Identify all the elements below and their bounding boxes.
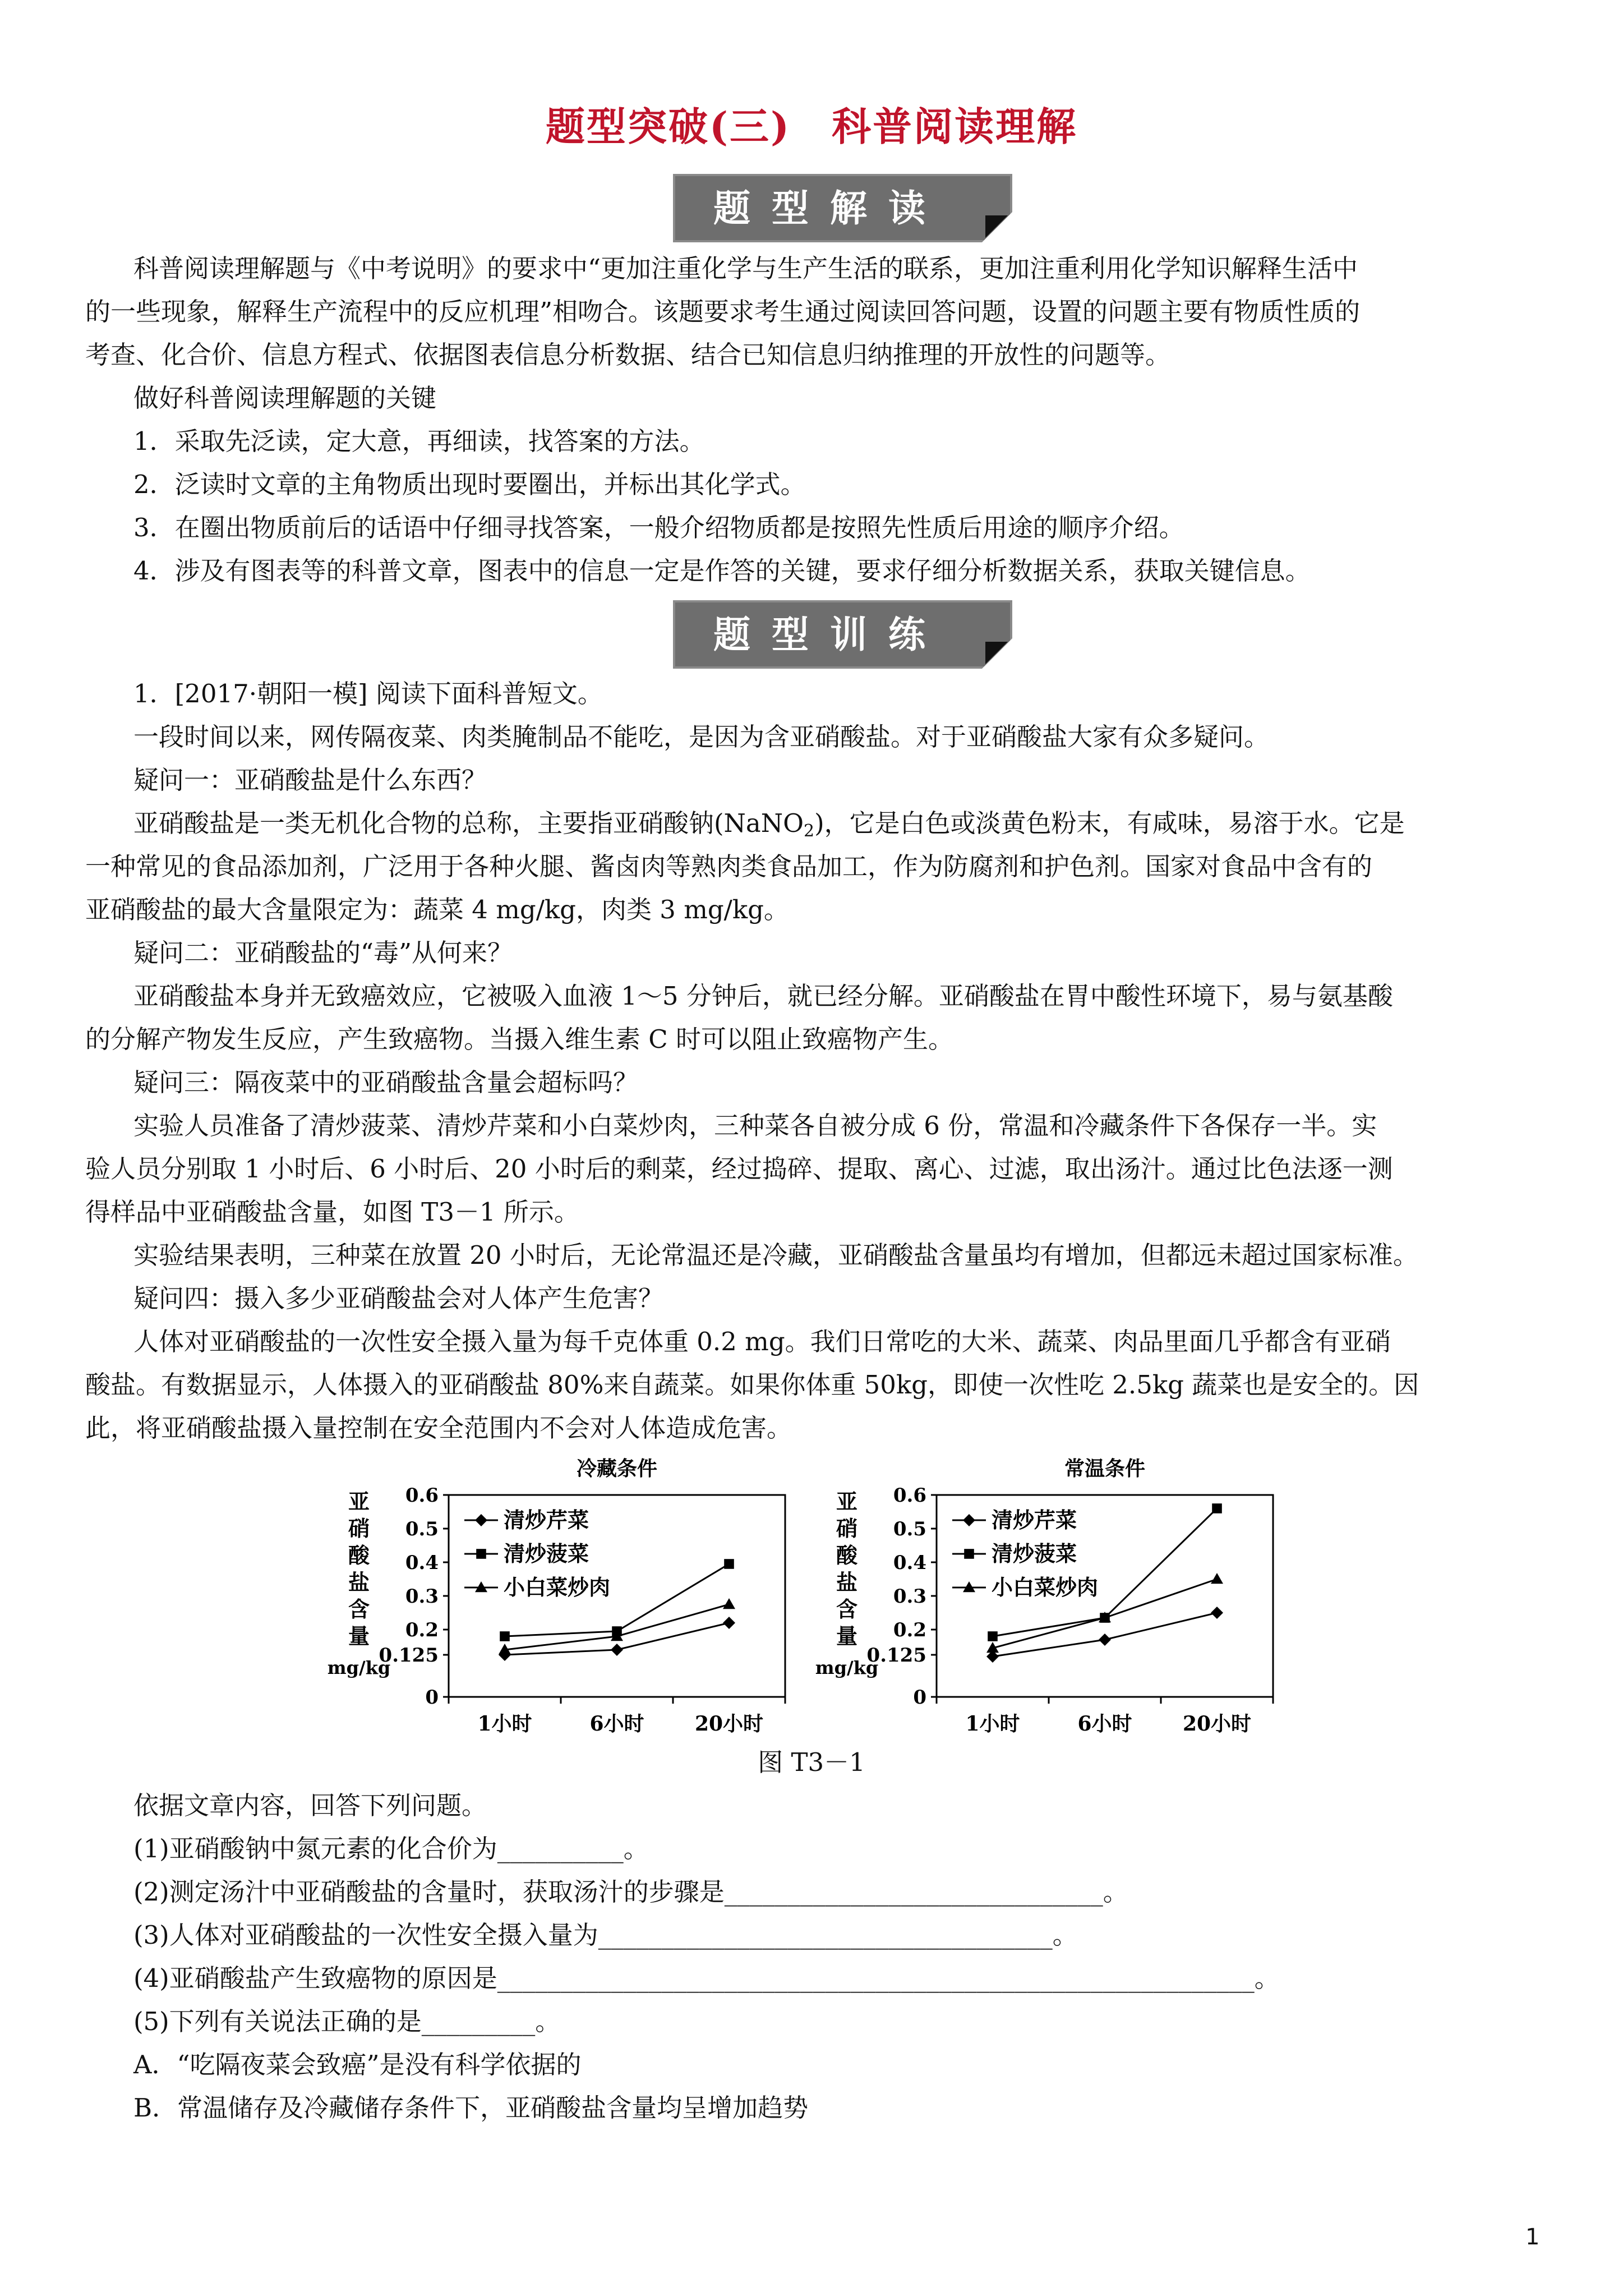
chart-svg <box>815 1447 1329 1739</box>
option-item: B．常温储存及冷藏储存条件下，亚硝酸盐含量均呈增加趋势 <box>133 2093 809 2123</box>
tip-item: 2．泛读时文章的主角物质出现时要圈出，并标出其化学式。 <box>133 470 806 499</box>
square-marker <box>1212 1503 1222 1513</box>
x-tick-label: 6小时 <box>589 1712 644 1736</box>
chart-refrigerated <box>327 1447 841 1741</box>
diamond-marker <box>475 1514 487 1526</box>
y-tick-label: 0.6 <box>893 1484 926 1507</box>
passage-line: 此，将亚硝酸盐摄入量控制在安全范围内不会对人体造成危害。 <box>85 1413 792 1443</box>
y-tick-label: 0.5 <box>893 1518 926 1540</box>
y-tick-label: 0.2 <box>405 1619 439 1641</box>
y-tick-label: 0.3 <box>405 1585 439 1608</box>
diamond-marker <box>963 1514 975 1526</box>
legend-label: 清炒芹菜 <box>504 1507 589 1533</box>
y-axis-unit: mg/kg <box>327 1657 391 1678</box>
square-marker <box>500 1631 510 1641</box>
passage-line: 一种常见的食品添加剂，广泛用于各种火腿、酱卤肉等熟肉类食品加工，作为防腐剂和护色剂。国家对食品中含有的 <box>85 852 1373 881</box>
intro-line: 考查、化合价、信息方程式、依据图表信息分析数据、结合已知信息归纳推理的开放性的问题等。 <box>85 340 1171 370</box>
doubt-heading: 疑问一：亚硝酸盐是什么东西？ <box>133 765 487 795</box>
y-axis-label-char: 量 <box>348 1623 370 1649</box>
section-banner-interpretation <box>673 174 1012 242</box>
question-header: 1．[2017·朝阳一模] 阅读下面科普短文。 <box>133 679 603 708</box>
triangle-marker <box>1211 1573 1223 1584</box>
diamond-marker <box>1099 1634 1111 1646</box>
passage-line: 实验人员准备了清炒菠菜、清炒芹菜和小白菜炒肉，三种菜各自被分成 6 份，常温和冷藏条件下各保存一半。实 <box>133 1111 1377 1140</box>
y-tick-label: 0.5 <box>405 1518 439 1540</box>
passage-line: 亚硝酸盐本身并无致癌效应，它被吸入血液 1～5 分钟后，就已经分解。亚硝酸盐在胃中酸性环境下，易与氨基酸 <box>133 981 1393 1011</box>
passage-line: 得样品中亚硝酸盐含量，如图 T3－1 所示。 <box>85 1197 579 1227</box>
y-tick-label: 0.3 <box>893 1585 926 1608</box>
tip-item: 1．采取先泛读，定大意，再细读，找答案的方法。 <box>133 426 705 456</box>
y-tick-label: 0.4 <box>893 1552 926 1574</box>
questions-lead: 依据文章内容，回答下列问题。 <box>133 1791 487 1820</box>
intro-line: 的一些现象，解释生产流程中的反应机理”相吻合。该题要求考生通过阅读回答问题，设置的问题主要有物质性质的 <box>85 297 1361 326</box>
y-axis-label-char: 酸 <box>836 1543 858 1568</box>
square-marker <box>988 1631 998 1641</box>
question-item: (4)亚硝酸盐产生致癌物的原因是____________________________________________________________。 <box>133 1963 1280 1993</box>
x-tick-label: 20小时 <box>1182 1712 1252 1736</box>
y-axis-unit: mg/kg <box>815 1657 879 1678</box>
x-tick-label: 1小时 <box>477 1712 532 1736</box>
question-item: (1)亚硝酸钠中氮元素的化合价为__________。 <box>133 1834 649 1864</box>
option-item: A．“吃隔夜菜会致癌”是没有科学依据的 <box>133 2050 582 2079</box>
passage-text: 亚硝酸盐是一类无机化合物的总称，主要指亚硝酸钠(NaNO <box>133 808 804 838</box>
subscript: 2 <box>804 821 815 841</box>
passage-text: )，它是白色或淡黄色粉末，有咸味，易溶于水。它是 <box>814 808 1405 838</box>
diamond-marker <box>611 1644 623 1656</box>
chart-svg <box>327 1447 841 1739</box>
x-tick-label: 6小时 <box>1077 1712 1132 1736</box>
doubt-heading: 疑问四：摄入多少亚硝酸盐会对人体产生危害？ <box>133 1283 664 1313</box>
square-marker <box>964 1549 974 1559</box>
intro-line: 科普阅读理解题与《中考说明》的要求中“更加注重化学与生产生活的联系，更加注重利用化学知识解释生活中 <box>133 254 1358 283</box>
y-tick-label: 0.2 <box>893 1619 926 1641</box>
triangle-marker <box>723 1598 735 1609</box>
y-axis-label-char: 酸 <box>348 1543 370 1568</box>
y-axis-label-char: 盐 <box>348 1570 370 1595</box>
passage-line: 亚硝酸盐的最大含量限定为：蔬菜 4 mg/kg，肉类 3 mg/kg。 <box>85 895 789 924</box>
intro-heading: 做好科普阅读理解题的关键 <box>133 383 437 413</box>
question-item: (5)下列有关说法正确的是_________。 <box>133 2007 561 2036</box>
passage-line: 酸盐。有数据显示，人体摄入的亚硝酸盐 80%来自蔬菜。如果你体重 50kg，即使一次性吃 2.5kg 蔬菜也是安全的。因 <box>85 1370 1419 1400</box>
tip-item: 3．在圈出物质前后的话语中仔细寻找答案，一般介绍物质都是按照先性质后用途的顺序介绍。 <box>133 513 1184 542</box>
chart-title: 冷藏条件 <box>576 1457 658 1480</box>
legend-label: 小白菜炒肉 <box>504 1575 611 1600</box>
chart-title: 常温条件 <box>1064 1457 1146 1480</box>
y-axis-label-char: 含 <box>836 1596 858 1622</box>
y-tick-label: 0 <box>913 1686 926 1709</box>
banner-label: 题型解读 <box>713 186 947 230</box>
banner-label: 题型训练 <box>713 613 947 656</box>
square-marker <box>476 1549 486 1559</box>
passage-line: 验人员分别取 1 小时后、6 小时后、20 小时后的剩菜，经过捣碎、提取、离心、过滤，取出汤汁。通过比色法逐一测 <box>85 1154 1393 1184</box>
y-tick-label: 0 <box>425 1686 439 1709</box>
diamond-marker <box>723 1617 735 1629</box>
banner-corner-icon <box>985 215 1008 238</box>
diamond-marker <box>1211 1607 1223 1619</box>
y-axis-label-char: 硝 <box>348 1516 370 1541</box>
passage-line: 实验结果表明，三种菜在放置 20 小时后，无论常温还是冷藏，亚硝酸盐含量虽均有增加，但都远未超过国家标准。 <box>133 1240 1418 1270</box>
passage-line: 的分解产物发生反应，产生致癌物。当摄入维生素 C 时可以阻止致癌物产生。 <box>85 1024 954 1054</box>
passage-line: 人体对亚硝酸盐的一次性安全摄入量为每千克体重 0.2 mg。我们日常吃的大米、蔬菜、肉品里面几乎都含有亚硝 <box>133 1327 1391 1356</box>
passage-line: 一段时间以来，网传隔夜菜、肉类腌制品不能吃，是因为含亚硝酸盐。对于亚硝酸盐大家有众多疑问。 <box>133 722 1270 752</box>
plot-frame <box>937 1495 1273 1697</box>
x-tick-label: 20小时 <box>694 1712 764 1736</box>
legend-label: 清炒菠菜 <box>992 1541 1077 1566</box>
square-marker <box>724 1559 734 1569</box>
y-axis-label-char: 量 <box>836 1623 858 1649</box>
banner-corner-icon <box>985 642 1008 664</box>
question-item: (2)测定汤汁中亚硝酸盐的含量时，获取汤汁的步骤是______________________________。 <box>133 1877 1128 1907</box>
y-tick-label: 0.4 <box>405 1552 439 1574</box>
legend-label: 小白菜炒肉 <box>992 1575 1099 1600</box>
y-tick-label: 0.125 <box>379 1644 439 1667</box>
figure-caption: 图 T3－1 <box>758 1747 865 1777</box>
doubt-heading: 疑问三：隔夜菜中的亚硝酸盐含量会超标吗？ <box>133 1068 639 1097</box>
section-banner-training <box>673 600 1012 669</box>
y-axis-label-char: 盐 <box>836 1570 858 1595</box>
y-tick-label: 0.6 <box>405 1484 439 1507</box>
doubt-heading: 疑问二：亚硝酸盐的“毒”从何来？ <box>133 938 513 968</box>
y-tick-label: 0.125 <box>866 1644 926 1667</box>
question-item: (3)人体对亚硝酸盐的一次性安全摄入量为____________________________________。 <box>133 1920 1078 1950</box>
legend-label: 清炒菠菜 <box>504 1541 589 1566</box>
tip-item: 4．涉及有图表等的科普文章，图表中的信息一定是作答的关键，要求仔细分析数据关系，获取关键信息。 <box>133 556 1311 586</box>
x-tick-label: 1小时 <box>965 1712 1020 1736</box>
page-title: 题型突破(三) 科普阅读理解 <box>545 103 1078 150</box>
y-axis-label-char: 含 <box>348 1596 370 1622</box>
legend-label: 清炒芹菜 <box>992 1507 1077 1533</box>
y-axis-label-char: 硝 <box>836 1516 858 1541</box>
y-axis-label-char: 亚 <box>348 1489 370 1514</box>
chart-room-temperature <box>815 1447 1329 1741</box>
plot-frame <box>449 1495 785 1697</box>
page-number: 1 <box>1525 2224 1540 2250</box>
y-axis-label-char: 亚 <box>836 1489 858 1514</box>
